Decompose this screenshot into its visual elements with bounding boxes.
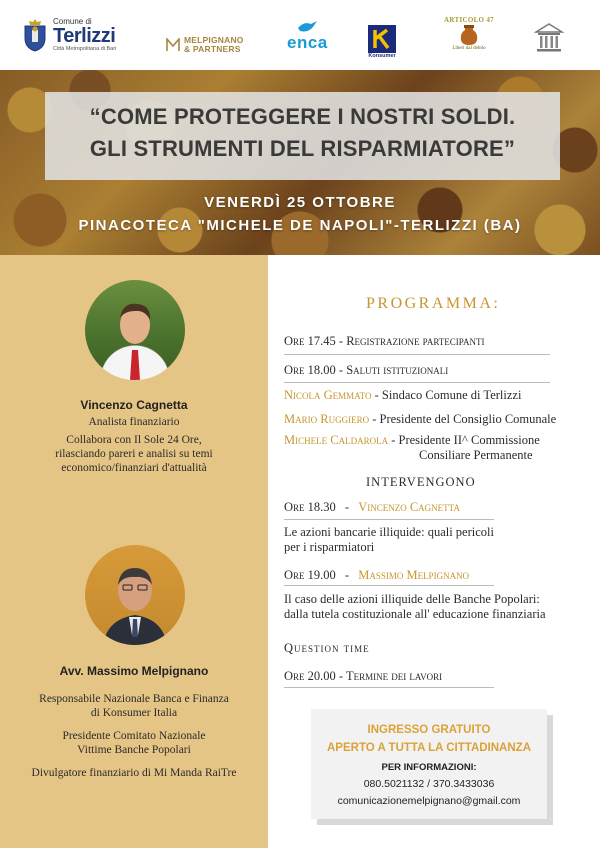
text-saluti: - Saluti istituzionali <box>338 363 449 377</box>
program-row-registrazione <box>284 334 484 349</box>
speaker-name-melpignano: Avv. Massimo Melpignano <box>59 664 209 678</box>
terlizzi-comune: Comune di <box>53 17 92 26</box>
terlizzi-name: Terlizzi <box>53 25 116 47</box>
program-row-saluti <box>284 363 448 378</box>
text-caldarola-2: Consiliare Permanente <box>419 448 533 462</box>
bank-building-icon <box>534 22 564 54</box>
topic-cagnetta <box>284 525 494 555</box>
contact-email[interactable]: comunicazionemelpignano@gmail.com <box>337 795 521 807</box>
terlizzi-logo <box>22 18 116 53</box>
topic-melpignano-1: Il caso delle azioni illiquide delle Banche Popolari: <box>284 592 540 606</box>
topic-melpignano-2: dalla tutela costituzionale all' educazione finanziaria <box>284 607 546 621</box>
speaker-bio-cagnetta-1: Collabora con Il Sole 24 Ore, <box>66 434 202 446</box>
text-termine: - Termine dei lavori <box>338 669 443 683</box>
info-card <box>311 709 547 819</box>
articolo47-logo <box>437 16 501 51</box>
time-1830: Ore 18.30 <box>284 500 336 514</box>
konsumer-k-icon <box>368 25 396 53</box>
melpignano-line1: MELPIGNANO <box>184 35 244 45</box>
time-2000: Ore 20.00 <box>284 669 336 683</box>
money-jar-icon <box>459 24 479 46</box>
program-row-cagnetta <box>284 500 460 515</box>
text-registrazione: - Registrazione partecipanti <box>338 334 485 348</box>
articolo47-bottom: Liberi dal debito <box>452 46 486 51</box>
articolo47-top: ARTICOLO 47 <box>444 16 494 24</box>
programma-title: PROGRAMMA: <box>366 295 501 312</box>
enca-logo <box>287 20 328 52</box>
person-portrait-icon <box>85 280 185 380</box>
enca-bird-icon <box>296 20 318 34</box>
name-caldarola: Michele Caldarola <box>284 433 389 447</box>
time-1800: Ore 18.00 <box>284 363 336 377</box>
dash: - <box>344 568 350 582</box>
divider <box>284 519 494 520</box>
divider <box>284 382 550 383</box>
phone-numbers: 080.5021132 / 370.3433036 <box>363 778 495 790</box>
terlizzi-crest-icon <box>22 18 48 52</box>
title-box <box>45 92 560 180</box>
speaker-extra-melpignano-2: Vittime Banche Popolari <box>77 744 191 756</box>
hero-banner <box>0 70 600 255</box>
terlizzi-sub: Città Metropolitana di Bari <box>53 46 117 52</box>
topic-cagnetta-2: per i risparmiatori <box>284 540 375 554</box>
name-melpignano: Massimo Melpignano <box>358 568 470 582</box>
melpignano-logo <box>166 36 244 54</box>
intervengono-label: INTERVENGONO <box>366 475 476 489</box>
event-title-line1: “COME PROTEGGERE I NOSTRI SOLDI. <box>89 104 516 129</box>
program-row-caldarola <box>284 433 540 448</box>
program-row-termine <box>284 669 442 684</box>
time-1900: Ore 19.00 <box>284 568 336 582</box>
speaker-bio-cagnetta-3: economico/finanziari d'attualità <box>61 462 207 474</box>
speaker-role-melpignano-2: di Konsumer Italia <box>90 707 178 719</box>
melpignano-line2: & PARTNERS <box>184 44 241 54</box>
konsumer-name: Konsumer <box>368 53 396 59</box>
speaker-bio-cagnetta-2: rilasciando pareri e analisi su temi <box>55 448 213 460</box>
speaker-extra-melpignano-1: Presidente Comitato Nazionale <box>62 730 206 742</box>
topic-melpignano <box>284 592 546 622</box>
name-gemmato: Nicola Gemmato <box>284 388 372 402</box>
speaker-role-melpignano-1: Responsabile Nazionale Banca e Finanza <box>39 693 229 705</box>
question-time-label: Question time <box>284 641 370 655</box>
text-gemmato: - Sindaco Comune di Terlizzi <box>374 388 522 402</box>
dash: - <box>344 500 350 514</box>
event-place: PINACOTECA "MICHELE DE NAPOLI"-TERLIZZI (BA) <box>78 217 522 234</box>
divider <box>284 585 494 586</box>
logo-bar <box>0 0 600 70</box>
aperto-cittadinanza: APERTO A TUTTA LA CITTADINANZA <box>327 742 531 754</box>
speaker-name-cagnetta: Vincenzo Cagnetta <box>80 398 188 412</box>
speaker-photo-cagnetta <box>85 280 185 380</box>
divider <box>284 687 494 688</box>
text-caldarola-1: - Presidente II^ Commissione <box>391 433 540 447</box>
speakers-column <box>0 255 268 848</box>
speaker-last-melpignano: Divulgatore finanziario di Mi Manda RaiTre <box>31 767 237 779</box>
speaker-role-cagnetta: Analista finanziario <box>88 416 180 428</box>
program-row-ruggiero <box>284 412 556 427</box>
melpignano-mark-icon <box>166 38 180 52</box>
person-portrait-icon <box>85 545 185 645</box>
ingresso-gratuito: INGRESSO GRATUITO <box>367 724 491 736</box>
text-ruggiero: - Presidente del Consiglio Comunale <box>372 412 557 426</box>
name-cagnetta: Vincenzo Cagnetta <box>358 500 460 514</box>
topic-cagnetta-1: Le azioni bancarie illiquide: quali pericoli <box>284 525 494 539</box>
divider <box>284 354 550 355</box>
program-row-melpignano <box>284 568 469 583</box>
konsumer-logo <box>368 25 396 59</box>
speaker-photo-melpignano <box>85 545 185 645</box>
program-row-gemmato <box>284 388 521 403</box>
event-title-line2: GLI STRUMENTI DEL RISPARMIATORE” <box>89 136 516 161</box>
name-ruggiero: Mario Ruggiero <box>284 412 370 426</box>
per-informazioni: PER INFORMAZIONI: <box>381 762 477 773</box>
time-1745: Ore 17.45 <box>284 334 336 348</box>
event-date: VENERDÌ 25 OTTOBRE <box>204 194 396 211</box>
enca-name: enca <box>287 33 328 52</box>
